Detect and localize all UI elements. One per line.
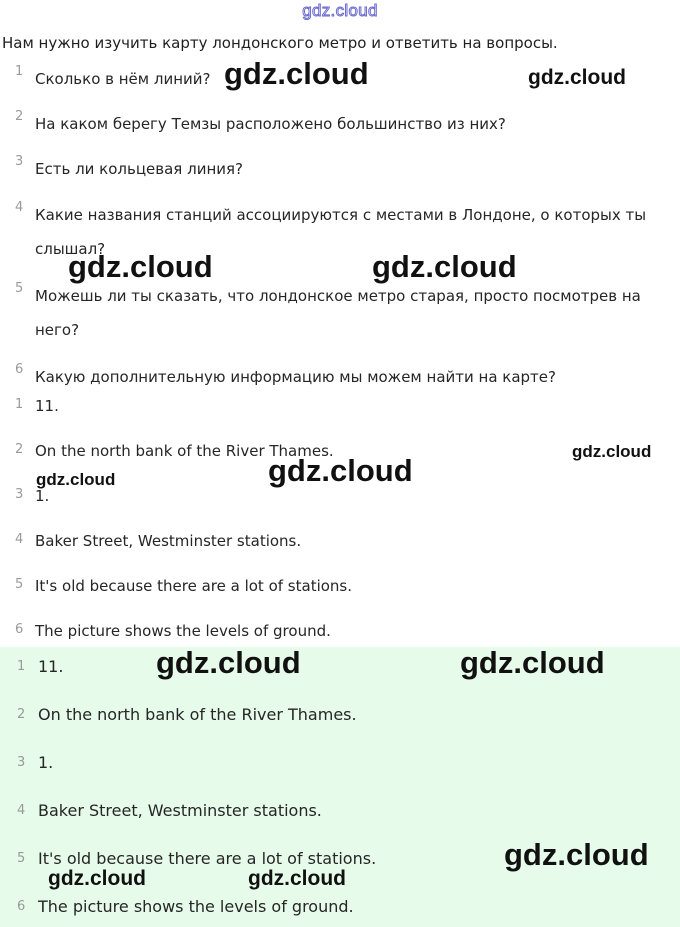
task-intro: Нам нужно изучить карту лондонского метро и ответить на вопросы. xyxy=(2,34,558,52)
watermark: gdz.cloud xyxy=(460,645,605,680)
answer-number: 3 xyxy=(15,487,24,502)
question-text: Можешь ли ты сказать, что лондонское метро старая, просто посмотрев на него? xyxy=(35,287,641,339)
answer-number: 5 xyxy=(15,577,24,592)
answer-number: 5 xyxy=(17,851,26,866)
watermark: gdz.cloud xyxy=(224,56,369,91)
answer-text: The picture shows the levels of ground. xyxy=(35,622,331,640)
watermark: gdz.cloud xyxy=(68,249,213,284)
watermark: gdz.cloud xyxy=(504,837,649,872)
answer-number: 6 xyxy=(15,622,24,637)
watermark: gdz.cloud xyxy=(528,66,626,89)
answer-text: On the north bank of the River Thames. xyxy=(35,442,334,460)
question-text: Какие названия станций ассоциируются с местами в Лондоне, о которых ты слышал? xyxy=(35,206,647,258)
answer-text: 11. xyxy=(38,657,64,676)
answer-text: The picture shows the levels of ground. xyxy=(38,897,354,916)
watermark: gdz.cloud xyxy=(248,867,346,890)
answer-number: 1 xyxy=(17,659,26,674)
answer-number: 6 xyxy=(17,899,26,914)
question-text: На каком берегу Темзы расположено большинство из них? xyxy=(35,115,506,133)
answer-text: 1. xyxy=(35,487,50,505)
watermark: gdz.cloud xyxy=(372,249,517,284)
answer-number: 4 xyxy=(15,532,24,547)
answer-text: On the north bank of the River Thames. xyxy=(38,705,357,724)
answer-number: 2 xyxy=(15,442,24,457)
site-logo[interactable]: gdz.cloud xyxy=(302,1,378,20)
watermark: gdz.cloud xyxy=(572,442,652,461)
question-number: 2 xyxy=(15,109,24,124)
answer-number: 1 xyxy=(15,397,24,412)
answer-number: 3 xyxy=(17,755,26,770)
answer-text: Baker Street, Westminster stations. xyxy=(38,801,322,820)
question-text: Есть ли кольцевая линия? xyxy=(35,160,243,178)
answer-text: 1. xyxy=(38,753,54,772)
question-number: 6 xyxy=(15,362,24,377)
watermark: gdz.cloud xyxy=(48,867,146,890)
answer-number: 4 xyxy=(17,803,26,818)
watermark: gdz.cloud xyxy=(156,645,301,680)
question-number: 1 xyxy=(15,64,24,79)
answer-text: Baker Street, Westminster stations. xyxy=(35,532,302,550)
answer-number: 2 xyxy=(17,707,26,722)
question-number: 4 xyxy=(15,200,24,215)
question-text: Сколько в нём линий? xyxy=(35,70,211,88)
watermark: gdz.cloud xyxy=(268,453,413,488)
question-number: 3 xyxy=(15,154,24,169)
watermark: gdz.cloud xyxy=(36,470,116,489)
question-number: 5 xyxy=(15,281,24,296)
answer-text: 11. xyxy=(35,397,59,415)
answer-text: It's old because there are a lot of stations. xyxy=(35,577,353,595)
question-text: Какую дополнительную информацию мы можем найти на карте? xyxy=(35,368,556,386)
answer-text: It's old because there are a lot of stations. xyxy=(38,849,377,868)
